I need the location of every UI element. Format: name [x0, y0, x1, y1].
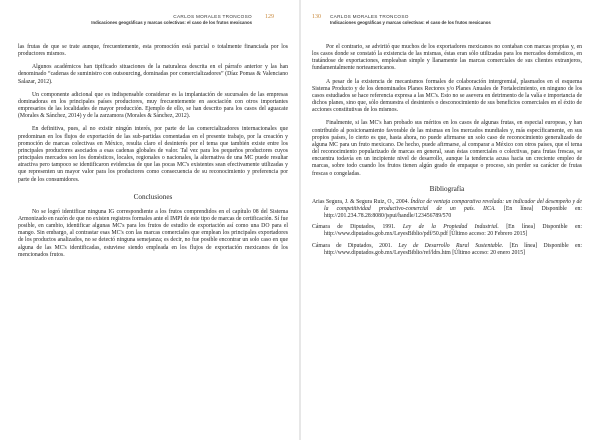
ref-source: [En línea] Disponible en: http://www.diputados.gob.mx/LeyesBiblio/pdf/50.pdf [Último acceso: 20 Febrero 2015] — [324, 224, 583, 238]
ref-source: [En línea] Disponible en: http://201.234.78.28:8080/jspui/handle/123456789/570 — [324, 205, 582, 220]
section-heading-conclusiones: Conclusiones — [133, 192, 173, 201]
page-number: 129 — [265, 14, 274, 20]
header-author: CARLOS MORALES TRONCOSO — [330, 14, 409, 19]
ref-source: [En línea] Disponible en: http://www.diputados.gob.mx/LeyesBiblio/ref/ldrs.htm [Último acceso: 20 enero 2015] — [324, 242, 582, 256]
bibliography-entry — [312, 199, 582, 220]
right-page — [312, 0, 582, 440]
bibliography-entry — [312, 224, 582, 238]
paragraph: En definitiva, pues, al no existir ningún interés, por parte de las comercializadores internacionales que predominan en los flujos de exportación de las sub-partidas comentadas en el presente trabajo, por la creación y promoción de marcas colectivas en México, resulta claro el desinterés por el tema que también existe entre los principales productores asociados a esas cadenas globales de valor. Tal vez para los pequeños productores cuyos principales mercados son los domésticos, locales, regionales o nacionales, la alternativa de una MC puede resultar atractiva pero tampoco se identificaron evidencias de que las pocas MC's existentes sean efectivamente utilizadas y que representen un mayor valor para los productores como consecuencia de su reconocimiento y preferencia por parte de los consumidores. — [18, 126, 288, 183]
ref-title: Ley de Desarrollo Rural Sustentable. — [398, 242, 504, 249]
left-body — [18, 44, 288, 265]
header-title: Indicaciones geográficas y marcas colectivas: el caso de los frutos mexicanos — [330, 20, 491, 25]
bibliography-entry — [312, 243, 582, 257]
paragraph: Finalmente, si las MC's han probado sus méritos en los casos de algunas frutas, en especial europeas, y han contribuido al posicionamiento favorable de las mismas en los mercados mundiales y, más específicamente, en sus propios países, lo cierto es que, hasta ahora, no puede afirmarse un solo caso de reconocimiento generalizado de alguna MC para un fruto mexicano. De hecho, puede afirmarse, al comparar a México con otros países, que el tema del reconocimiento popularizado de marcas en general, sean éstas comerciales o colectivas, para frutas frescas, se encuentra todavía en un incipiente nivel de desarrollo, aunque la tendencia acusa hacia un creciente empleo de marcas, sobre todo cuando los frutos tienen algún grado de empaque o proceso, sin perder su carácter de frutas frescas o congeladas. — [312, 120, 582, 177]
ref-author: Cámara de Diputados, 1991. — [312, 224, 403, 231]
paragraph: A pesar de la existencia de mecanismos formales de colaboración intergremial, plasmados en el esquema Sistema Producto y de los denominados Planes Rectores y/o Planes Anuales de Fortalecimiento, en ninguno de los casos estudiados se hace referencia expresa a las MC's. Esto no se asevera en detrimento de la valía e importancia de dichos planes, sino que, sólo demuestra el desinterés o desconocimiento de sus beneficios comerciales en el éxito de acciones constitutivas de los mismos. — [312, 78, 582, 114]
left-running-header — [18, 14, 288, 40]
page-number: 130 — [312, 14, 321, 20]
left-page — [18, 0, 288, 440]
ref-author: Arias Segura, J. & Segura Ruiz, O., 2004. — [312, 198, 411, 205]
header-title: Indicaciones geográficas y marcas colectivas: el caso de los frutos mexicanos — [91, 20, 252, 25]
paragraph: las frutas de que se trate aunque, frecuentemente, esta promoción está parcial o totalmente financiada por los productores mismos. — [18, 44, 288, 58]
ref-title: Índice de ventaja comparativa revelada: un indicador del desempeño y de la competitividad productivo-comercial de un país. IICA. — [324, 198, 582, 212]
page-gutter — [299, 0, 301, 440]
section-heading-bibliografia: Bibliografía — [429, 184, 465, 193]
header-author: CARLOS MORALES TRONCOSO — [173, 14, 252, 19]
ref-title: Ley de la Propiedad Industrial. — [402, 224, 499, 231]
paragraph: Por el contrario, se advirtió que muchos de los exportadores mexicanos no contaban con marcas propias y, en los casos donde se constató la existencia de las mismas, éstas eran sólo utilizadas para los mercados domésticos, en tratándose de exportaciones, empleaban simple y llanamente las marcas comerciales de sus clientes extranjeros, fundamentalmente norteamericanos. — [312, 44, 582, 72]
paragraph: Algunos académicos han tipificado situaciones de la naturaleza descrita en el párrafo anterior y las han denominado “cadenas de suministro con outsourcing, dominadas por comercializadores” (Díaz Pomas & Valenciano Salazar, 2012). — [18, 64, 288, 85]
right-running-header — [312, 14, 582, 40]
bibliography-list — [312, 199, 582, 257]
right-body — [312, 44, 582, 261]
paragraph: Un componente adicional que es indispensable considerar es la implantación de sucursales de las empresas dominadoras en los principales países productores, muy frecuentemente en asociación con otros importantes empresarios de las localidades de mayor producción. Ejemplo de ello, se han descrito para los casos del aguacate (Morales & Sánchez, 2014) y de la zarzamora (Morales & Sánchez, 2012). — [18, 91, 288, 120]
paragraph: No se logró identificar ninguna IG correspondiente a los frutos comprendidos en el capítulo 08 del Sistema Armonizado en razón de que no existen registros formales ante el IMPI de este tipo de marcas de certificación. Sí fue posible, en cambio, identificar algunas MC's para los frutos de estudio de exportación así como una DO para el mango. Sin embargo, al contrastar esas MC's con las marcas comerciales que emplean los principales exportadores de los productos analizados, no se detectó ninguna semejanza; es decir, no fue posible encontrar un solo caso en que alguna de las MC's identificadas, estuviese siendo empleada en los flujos de exportación mexicanos de los mencionados frutos. — [18, 208, 288, 258]
ref-author: Cámara de Diputados, 2001. — [312, 242, 399, 249]
